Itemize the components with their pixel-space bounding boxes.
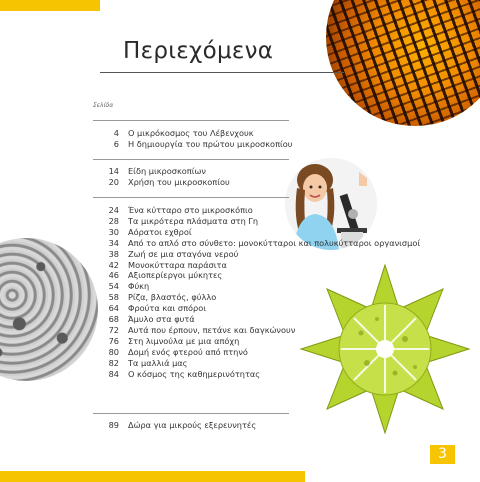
page-column-header: Σελίδα (93, 102, 114, 109)
toc-page-number: 30 (108, 226, 119, 237)
toc-page-number: 6 (113, 138, 119, 149)
toc-entry (93, 420, 256, 431)
toc-entry-title: Από το απλό στο σύνθετο: μονοκύτταροι και πολυκύτταροι οργανισμοί (128, 237, 421, 248)
toc-entry (93, 303, 206, 314)
section-divider (93, 159, 289, 160)
girl-with-microscope-illustration (285, 158, 377, 250)
section-divider (93, 120, 289, 121)
toc-entry-title: Αυτά που έρπουν, πετάνε και δαγκώνουν (128, 324, 296, 335)
page-number: 3 (430, 445, 455, 464)
toc-page-number: 46 (108, 270, 119, 281)
toc-page-number: 54 (108, 281, 119, 292)
girl-with-microscope-photo (285, 158, 377, 250)
toc-entry (93, 347, 248, 358)
toc-entry (93, 128, 254, 139)
toc-page-number: 38 (108, 248, 119, 259)
toc-page-number: 82 (108, 357, 119, 368)
toc-entry-title: Ρίζα, βλαστός, φύλλο (128, 292, 217, 303)
page-title: Περιεχόμενα (123, 38, 274, 64)
toc-page-number: 28 (108, 215, 119, 226)
toc-entry-title: Ο μικρόκοσμος του Λέβενχουκ (128, 128, 254, 138)
diatom-illustration (298, 262, 472, 436)
toc-entry (93, 227, 192, 238)
toc-entry (93, 139, 293, 150)
toc-entry (93, 314, 195, 325)
toc-page-number: 72 (108, 324, 119, 335)
toc-entry (93, 325, 295, 336)
toc-entry-title: Η δημιουργία του πρώτου μικροσκοπίου (128, 138, 293, 149)
toc-entry-title: Ο κόσμος της καθημερινότητας (128, 368, 261, 379)
toc-entry-title: Άμυλο στα φυτά (128, 314, 195, 324)
toc-entry (93, 177, 230, 188)
toc-entry (93, 336, 239, 347)
toc-page-number: 34 (108, 237, 119, 248)
toc-entry-title: Φρούτα και σπόροι (128, 303, 207, 314)
toc-entry (93, 369, 260, 380)
toc-page-number: 89 (108, 420, 119, 430)
toc-entry-title: Δομή ενός φτερού από πτηνό (128, 346, 248, 357)
toc-entry-title: Είδη μικροσκοπίων (128, 166, 206, 176)
toc-page-number: 20 (108, 176, 119, 187)
toc-entry (93, 281, 149, 292)
toc-page-number: 58 (108, 292, 119, 303)
toc-entry (93, 270, 222, 281)
toc-entry-title: Φύκη (128, 281, 150, 292)
toc-entry-title: Μονοκύτταρα παράσιτα (128, 259, 227, 270)
toc-entry-title: Ζωή σε μια σταγόνα νερού (128, 248, 239, 259)
toc-entry-title: Αόρατοι εχθροί (128, 226, 192, 237)
toc-entry (93, 249, 238, 260)
toc-page-number: 4 (113, 128, 119, 138)
toc-entry (93, 292, 216, 303)
toc-page-number: 42 (108, 259, 119, 270)
section-divider (93, 413, 289, 414)
toc-entry (93, 166, 206, 177)
toc-page-number: 24 (108, 205, 119, 215)
toc-entry-title: Τα μαλλιά μας (128, 357, 188, 368)
toc-page-number: 76 (108, 335, 119, 346)
toc-page-number: 80 (108, 346, 119, 357)
toc-entry (93, 205, 253, 216)
toc-page-number: 14 (108, 166, 119, 176)
bottom-accent-bar (0, 471, 305, 482)
toc-entry-title: Δώρα για μικρούς εξερευνητές (128, 420, 257, 430)
toc-page-number: 68 (108, 314, 119, 324)
toc-entry-title: Ένα κύτταρο στο μικροσκόπιο (128, 205, 253, 215)
toc-entry (93, 238, 420, 249)
toc-page-number: 84 (108, 368, 119, 379)
diatom-photo (298, 262, 472, 436)
toc-entry-title: Αξιοπερίεργοι μύκητες (128, 270, 223, 281)
toc-page-number: 64 (108, 303, 119, 314)
title-divider (100, 72, 344, 73)
toc-entry-title: Τα μικρότερα πλάσματα στη Γη (128, 215, 259, 226)
sponge-microstructure-photo (0, 238, 98, 381)
toc-entry (93, 260, 227, 271)
toc-entry-title: Στη λιμνούλα με μια απόχη (128, 335, 240, 346)
butterfly-wing-scales-photo (326, 0, 480, 126)
toc-entry-title: Χρήση του μικροσκοπίου (128, 176, 230, 187)
toc-entry (93, 216, 258, 227)
toc-entry (93, 358, 187, 369)
section-divider (93, 197, 289, 198)
top-accent-bar (0, 0, 100, 11)
